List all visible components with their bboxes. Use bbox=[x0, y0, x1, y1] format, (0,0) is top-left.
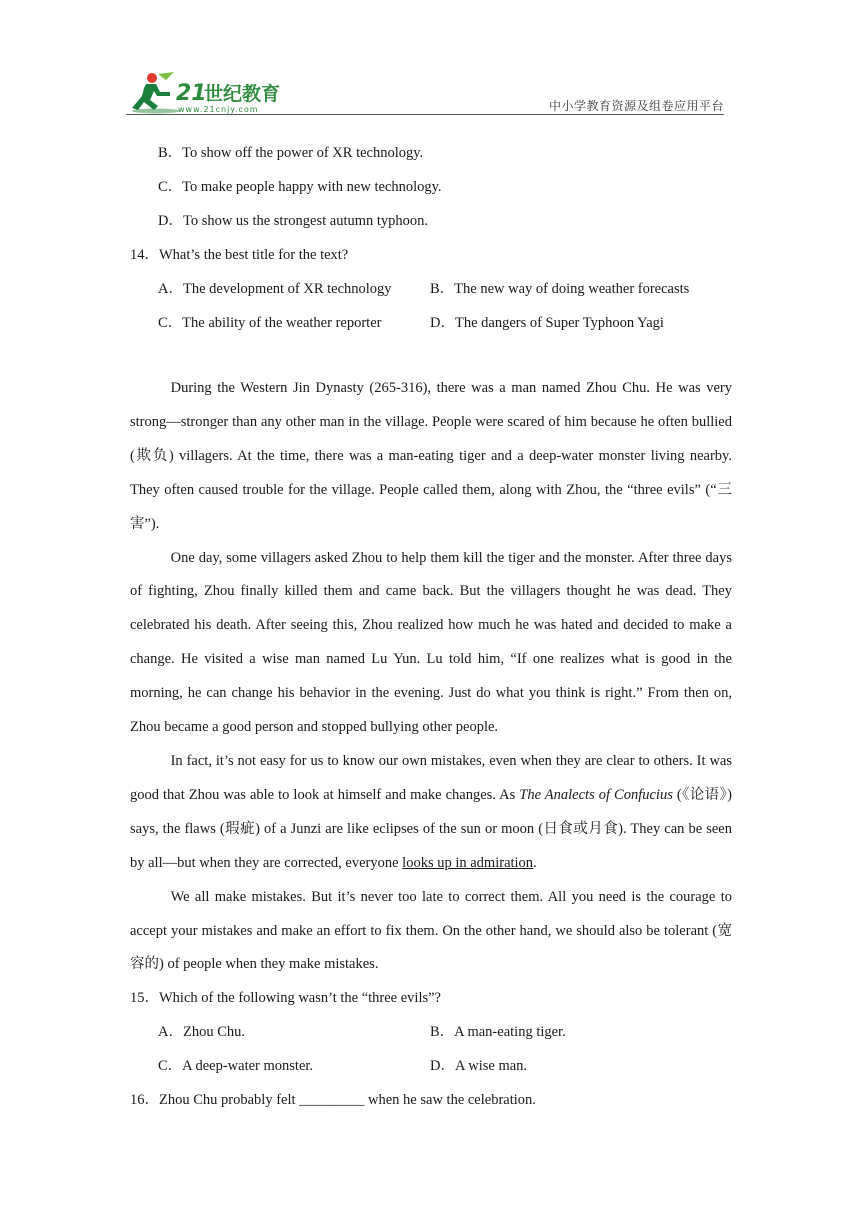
q13-option-c[interactable]: C．To make people happy with new technology. bbox=[158, 179, 442, 195]
q14-option-a[interactable]: A．The development of XR technology bbox=[158, 281, 392, 297]
passage-paragraph-3 bbox=[130, 745, 732, 881]
q14-option-b[interactable]: B．The new way of doing weather forecasts bbox=[430, 281, 690, 297]
p3-text-a: In fact, it’s not easy for us to know our own mistakes, even when they are clear to others. It was good that Zhou was able to look at himself and make changes. As bbox=[130, 752, 732, 803]
q13-option-b[interactable]: B．To show off the power of XR technology. bbox=[158, 145, 424, 161]
q15-stem: 15．Which of the following wasn’t the “three evils”? bbox=[130, 990, 441, 1006]
svg-text:21: 21 bbox=[176, 81, 207, 106]
passage-paragraph-1: During the Western Jin Dynasty (265-316), there was a man named Zhou Chu. He was very strong—stronger than any other man in the village. People were scared of him because he often bullied (欺负) villagers. At the time, there was a man-eating tiger and a deep-water monster living nearby. They often caused trouble for the village. People called them, along with Zhou, the “three evils” (“三害”). bbox=[130, 380, 732, 532]
logo-graphic bbox=[126, 70, 296, 114]
p3-text-c: . bbox=[533, 854, 537, 871]
page-header bbox=[126, 66, 724, 116]
underlined-phrase: looks up in admiration bbox=[402, 854, 534, 871]
q16-stem: 16．Zhou Chu probably felt _________ when he saw the celebration. bbox=[130, 1092, 536, 1108]
q14-option-d[interactable]: D．The dangers of Super Typhoon Yagi bbox=[430, 315, 664, 331]
svg-text:www.21cnjy.com: www.21cnjy.com bbox=[178, 105, 259, 114]
q13-option-d[interactable]: D．To show us the strongest autumn typhoon. bbox=[158, 213, 429, 229]
q15-option-a[interactable]: A．Zhou Chu. bbox=[158, 1024, 245, 1040]
header-divider bbox=[126, 114, 724, 115]
passage-paragraph-4: We all make mistakes. But it’s never too late to correct them. All you need is the courage to accept your mistakes and make an effort to fix them. On the other hand, we should also be tolerant (宽容的) of people when they make mistakes. bbox=[130, 888, 732, 973]
reading-passage bbox=[130, 372, 732, 982]
q14-option-c[interactable]: C．The ability of the weather reporter bbox=[158, 315, 382, 331]
q14-stem: 14．What’s the best title for the text? bbox=[130, 247, 349, 263]
platform-name: 中小学教育资源及组卷应用平台 bbox=[548, 99, 724, 113]
p3-text-b: (《论语》) says, the flaws (瑕疵) of a Junzi are like eclipses of the sun or moon (日食或月食). They can be seen by all—but when they are corrected, everyone bbox=[130, 786, 732, 871]
book-title: The Analects of Confucius bbox=[519, 786, 673, 803]
q15-option-b[interactable]: B．A man-eating tiger. bbox=[430, 1024, 566, 1040]
logo bbox=[126, 70, 296, 114]
q15-option-c[interactable]: C．A deep-water monster. bbox=[158, 1058, 314, 1074]
svg-text:世纪教育: 世纪教育 bbox=[204, 83, 281, 105]
passage-paragraph-2: One day, some villagers asked Zhou to help them kill the tiger and the monster. After three days of fighting, Zhou finally killed them and came back. But the villagers thought he was dead. They celebrated his death. After seeing this, Zhou realized how much he was hated and decided to make a change. He visited a wise man named Lu Yun. Lu told him, “If one realizes what is good in the morning, he can change his behavior in the evening. Just do what you think is right.” From then on, Zhou became a good person and stopped bullying other people. bbox=[130, 549, 732, 736]
q15-option-d[interactable]: D．A wise man. bbox=[430, 1058, 528, 1074]
